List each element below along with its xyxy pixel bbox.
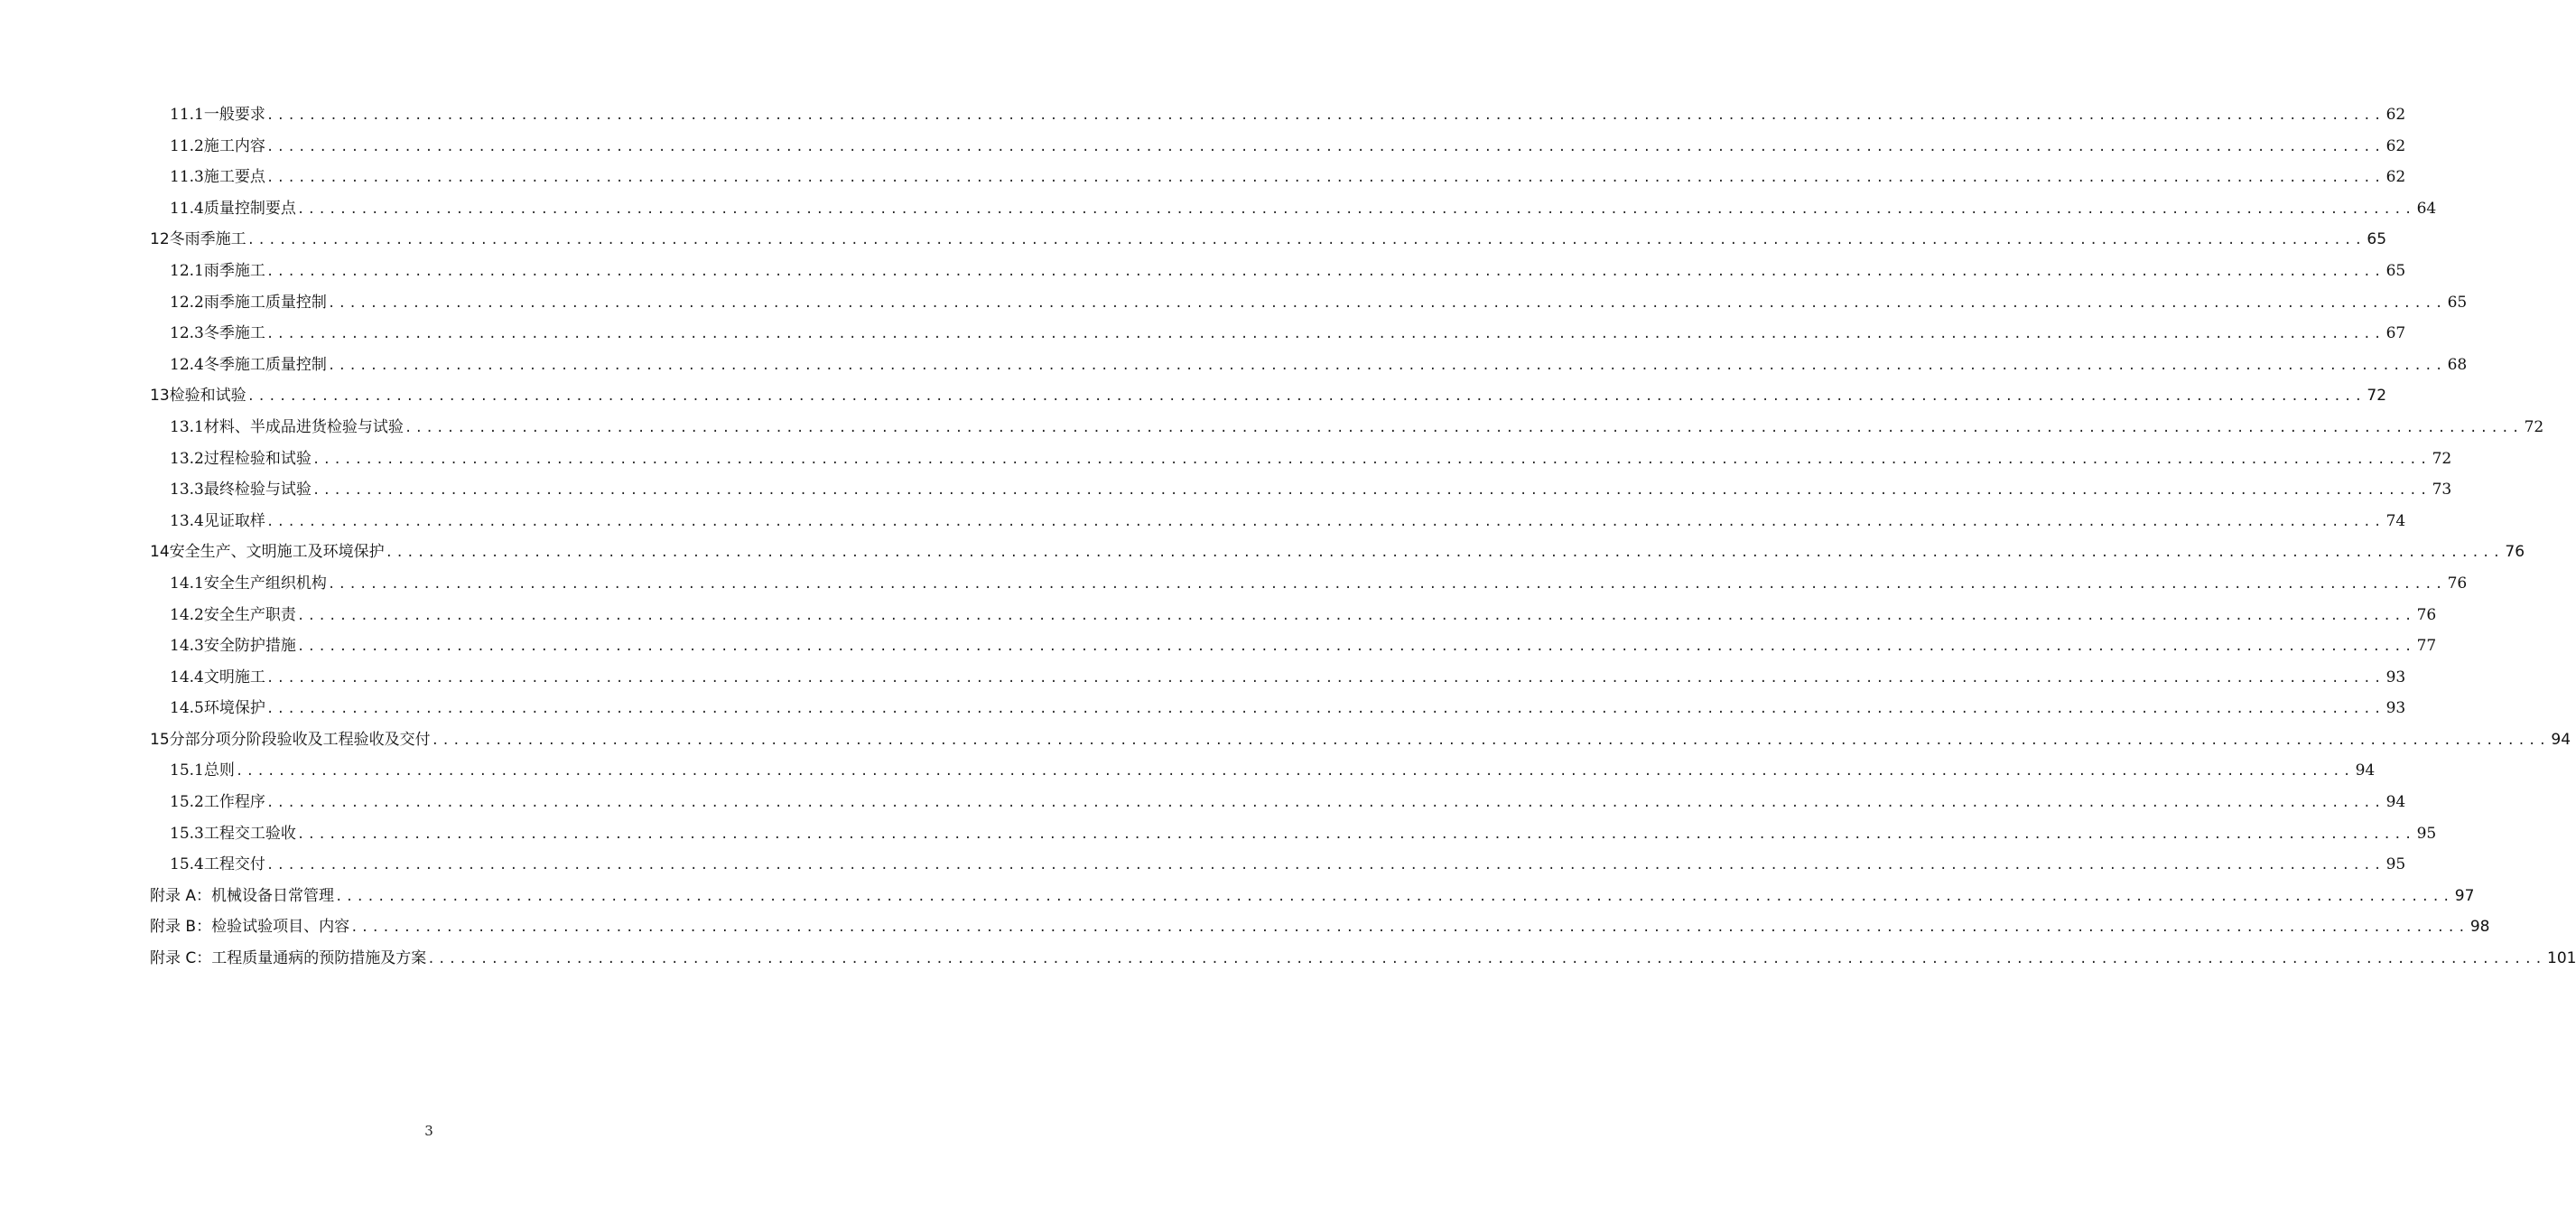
toc-entry-title: 分部分项分阶段验收及工程验收及交付 bbox=[169, 730, 431, 749]
toc-entry-title: 工程交工验收 bbox=[203, 824, 296, 843]
toc-entry-section[interactable] bbox=[150, 662, 2406, 694]
toc-entry-title: 安全生产、文明施工及环境保护 bbox=[169, 543, 385, 562]
toc-dot-leader: ........................................................................................................................................................................................................ bbox=[296, 201, 2415, 217]
toc-entry-page: 72 bbox=[2524, 417, 2544, 436]
toc-entry-page: 65 bbox=[2385, 261, 2406, 280]
toc-entry-page: 64 bbox=[2416, 199, 2437, 218]
toc-entry-section[interactable] bbox=[150, 787, 2406, 818]
toc-entry-page: 94 bbox=[2355, 761, 2376, 780]
toc-entry-number: 12.1 bbox=[170, 261, 204, 280]
toc-entry-number: 15.1 bbox=[170, 761, 204, 780]
toc-entry-title: 施工内容 bbox=[203, 136, 265, 155]
toc-entry-chapter[interactable] bbox=[150, 380, 2387, 412]
toc-entry-title: 安全生产组织机构 bbox=[203, 574, 327, 593]
toc-entry-page: 62 bbox=[2385, 136, 2406, 155]
toc-dot-leader: ........................................................................................................................................................................................................ bbox=[327, 295, 2446, 311]
toc-entry-page: 72 bbox=[2367, 387, 2387, 406]
toc-entry-page: 76 bbox=[2447, 574, 2468, 593]
toc-entry-section[interactable] bbox=[150, 474, 2452, 506]
toc-entry-title: 工作程序 bbox=[203, 793, 265, 812]
toc-dot-leader: ........................................................................................................................................................................................................ bbox=[431, 733, 2550, 748]
toc-entry-title: 附录 A：机械设备日常管理 bbox=[150, 886, 335, 905]
toc-entry-section[interactable] bbox=[150, 600, 2437, 631]
toc-dot-leader: ........................................................................................................................................................................................................ bbox=[265, 264, 2385, 279]
toc-entry-number: 15 bbox=[150, 730, 170, 749]
toc-entry-title: 施工要点 bbox=[203, 168, 265, 187]
toc-entry-title: 一般要求 bbox=[203, 106, 265, 124]
toc-entry-page: 77 bbox=[2416, 637, 2437, 656]
toc-entry-page: 68 bbox=[2447, 355, 2468, 374]
toc-entry-title: 工程交付 bbox=[203, 855, 265, 874]
toc-entry-page: 95 bbox=[2416, 824, 2437, 843]
toc-entry-page: 62 bbox=[2385, 106, 2406, 124]
toc-entry-chapter[interactable] bbox=[150, 724, 2571, 756]
toc-entry-chapter[interactable] bbox=[150, 881, 2475, 912]
toc-dot-leader: ........................................................................................................................................................................................................ bbox=[312, 483, 2431, 499]
toc-entry-section[interactable] bbox=[150, 568, 2468, 600]
toc-entry-number: 13.3 bbox=[170, 481, 204, 500]
toc-dot-leader: ........................................................................................................................................................................................................ bbox=[404, 420, 2523, 435]
table-of-contents bbox=[150, 99, 2576, 975]
toc-entry-page: 95 bbox=[2385, 855, 2406, 874]
toc-entry-section[interactable] bbox=[150, 99, 2406, 131]
toc-dot-leader: ........................................................................................................................................................................................................ bbox=[327, 576, 2446, 592]
toc-entry-page: 74 bbox=[2385, 511, 2406, 530]
toc-entry-title: 安全防护措施 bbox=[203, 637, 296, 656]
toc-entry-page: 67 bbox=[2385, 324, 2406, 343]
toc-dot-leader: ........................................................................................................................................................................................................ bbox=[296, 608, 2415, 623]
toc-dot-leader: ........................................................................................................................................................................................................ bbox=[265, 670, 2385, 686]
toc-entry-number: 15.2 bbox=[170, 793, 204, 812]
toc-entry-number: 13.4 bbox=[170, 511, 204, 530]
toc-entry-title: 雨季施工质量控制 bbox=[203, 293, 327, 312]
toc-entry-number: 13.2 bbox=[170, 449, 204, 468]
toc-dot-leader: ........................................................................................................................................................................................................ bbox=[246, 389, 2366, 405]
toc-entry-number: 12 bbox=[150, 230, 170, 249]
toc-entry-page: 93 bbox=[2385, 668, 2406, 686]
toc-dot-leader: ........................................................................................................................................................................................................ bbox=[335, 889, 2453, 904]
toc-entry-number: 15.3 bbox=[170, 824, 204, 843]
toc-dot-leader: ........................................................................................................................................................................................................ bbox=[265, 702, 2385, 717]
toc-entry-page: 65 bbox=[2447, 293, 2468, 312]
toc-entry-page: 72 bbox=[2432, 449, 2452, 468]
toc-dot-leader: ........................................................................................................................................................................................................ bbox=[265, 514, 2385, 529]
toc-entry-page: 94 bbox=[2385, 793, 2406, 812]
toc-dot-leader: ........................................................................................................................................................................................................ bbox=[327, 358, 2446, 373]
toc-entry-chapter[interactable] bbox=[150, 537, 2525, 568]
toc-entry-title: 附录 B：检验试验项目、内容 bbox=[150, 918, 350, 937]
toc-entry-title: 质量控制要点 bbox=[203, 199, 296, 218]
toc-dot-leader: ........................................................................................................................................................................................................ bbox=[265, 327, 2385, 342]
toc-entry-section[interactable] bbox=[150, 256, 2406, 287]
toc-entry-title: 冬季施工 bbox=[203, 324, 265, 343]
toc-dot-leader: ........................................................................................................................................................................................................ bbox=[265, 171, 2385, 186]
toc-entry-number: 11.3 bbox=[170, 168, 204, 187]
toc-entry-page: 98 bbox=[2469, 918, 2490, 937]
toc-entry-title: 环境保护 bbox=[203, 699, 265, 718]
toc-entry-page: 101 bbox=[2547, 949, 2576, 968]
toc-entry-number: 14.4 bbox=[170, 668, 204, 686]
toc-entry-chapter[interactable] bbox=[150, 911, 2490, 943]
toc-entry-title: 见证取样 bbox=[203, 511, 265, 530]
toc-entry-title: 雨季施工 bbox=[203, 261, 265, 280]
toc-dot-leader: ........................................................................................................................................................................................................ bbox=[265, 139, 2385, 154]
toc-entry-page: 62 bbox=[2385, 168, 2406, 187]
toc-dot-leader: ........................................................................................................................................................................................................ bbox=[235, 764, 2354, 780]
toc-entry-title: 冬季施工质量控制 bbox=[203, 355, 327, 374]
toc-entry-section[interactable] bbox=[150, 818, 2437, 850]
toc-entry-section[interactable] bbox=[150, 412, 2544, 444]
toc-entry-page: 97 bbox=[2454, 886, 2475, 905]
toc-entry-page: 76 bbox=[2505, 543, 2525, 562]
toc-entry-title: 总则 bbox=[203, 761, 235, 780]
toc-dot-leader: ........................................................................................................................................................................................................ bbox=[350, 920, 2469, 936]
toc-dot-leader: ........................................................................................................................................................................................................ bbox=[296, 640, 2415, 655]
toc-entry-title: 文明施工 bbox=[203, 668, 265, 686]
toc-entry-page: 65 bbox=[2367, 230, 2387, 249]
toc-entry-title: 检验和试验 bbox=[169, 387, 246, 406]
toc-entry-section[interactable] bbox=[150, 444, 2452, 475]
toc-entry-number: 14.3 bbox=[170, 637, 204, 656]
toc-entry-page: 94 bbox=[2551, 730, 2571, 749]
toc-entry-number: 14 bbox=[150, 543, 170, 562]
toc-entry-section[interactable] bbox=[150, 506, 2406, 537]
toc-entry-title: 安全生产职责 bbox=[203, 605, 296, 624]
toc-entry-title: 附录 C：工程质量通病的预防措施及方案 bbox=[150, 949, 427, 968]
toc-entry-number: 14.1 bbox=[170, 574, 204, 593]
toc-entry-number: 15.4 bbox=[170, 855, 204, 874]
page-number: 3 bbox=[424, 1123, 433, 1139]
toc-entry-section[interactable] bbox=[150, 630, 2437, 662]
toc-dot-leader: ........................................................................................................................................................................................................ bbox=[427, 952, 2546, 967]
toc-entry-title: 材料、半成品进货检验与试验 bbox=[203, 417, 404, 436]
toc-entry-section[interactable] bbox=[150, 755, 2376, 787]
toc-entry-page: 73 bbox=[2432, 481, 2452, 500]
toc-entry-section[interactable] bbox=[150, 193, 2437, 225]
toc-entry-section[interactable] bbox=[150, 287, 2468, 319]
toc-entry-number: 12.4 bbox=[170, 355, 204, 374]
toc-entry-chapter[interactable] bbox=[150, 943, 2576, 975]
toc-entry-title: 冬雨季施工 bbox=[169, 230, 246, 249]
toc-dot-leader: ........................................................................................................................................................................................................ bbox=[296, 826, 2415, 842]
toc-entry-section[interactable] bbox=[150, 849, 2406, 881]
toc-dot-leader: ........................................................................................................................................................................................................ bbox=[265, 796, 2385, 811]
toc-dot-leader: ........................................................................................................................................................................................................ bbox=[246, 233, 2366, 248]
toc-entry-page: 76 bbox=[2416, 605, 2437, 624]
toc-entry-number: 13.1 bbox=[170, 417, 204, 436]
toc-entry-section[interactable] bbox=[150, 350, 2468, 381]
toc-dot-leader: ........................................................................................................................................................................................................ bbox=[265, 108, 2385, 123]
toc-entry-number: 11.2 bbox=[170, 136, 204, 155]
toc-entry-chapter[interactable] bbox=[150, 224, 2387, 256]
toc-entry-number: 13 bbox=[150, 387, 170, 406]
toc-entry-page: 93 bbox=[2385, 699, 2406, 718]
toc-dot-leader: ........................................................................................................................................................................................................ bbox=[312, 452, 2431, 467]
toc-entry-section[interactable] bbox=[150, 693, 2406, 724]
toc-entry-number: 11.4 bbox=[170, 199, 204, 218]
toc-entry-title: 过程检验和试验 bbox=[203, 449, 312, 468]
toc-entry-number: 11.1 bbox=[170, 106, 204, 124]
toc-dot-leader: ........................................................................................................................................................................................................ bbox=[385, 546, 2504, 561]
toc-dot-leader: ........................................................................................................................................................................................................ bbox=[265, 858, 2385, 873]
toc-entry-section[interactable] bbox=[150, 162, 2406, 193]
toc-entry-number: 12.3 bbox=[170, 324, 204, 343]
toc-entry-number: 14.2 bbox=[170, 605, 204, 624]
toc-entry-number: 14.5 bbox=[170, 699, 204, 718]
toc-entry-title: 最终检验与试验 bbox=[203, 481, 312, 500]
toc-entry-section[interactable] bbox=[150, 131, 2406, 163]
toc-entry-number: 12.2 bbox=[170, 293, 204, 312]
toc-entry-section[interactable] bbox=[150, 318, 2406, 350]
